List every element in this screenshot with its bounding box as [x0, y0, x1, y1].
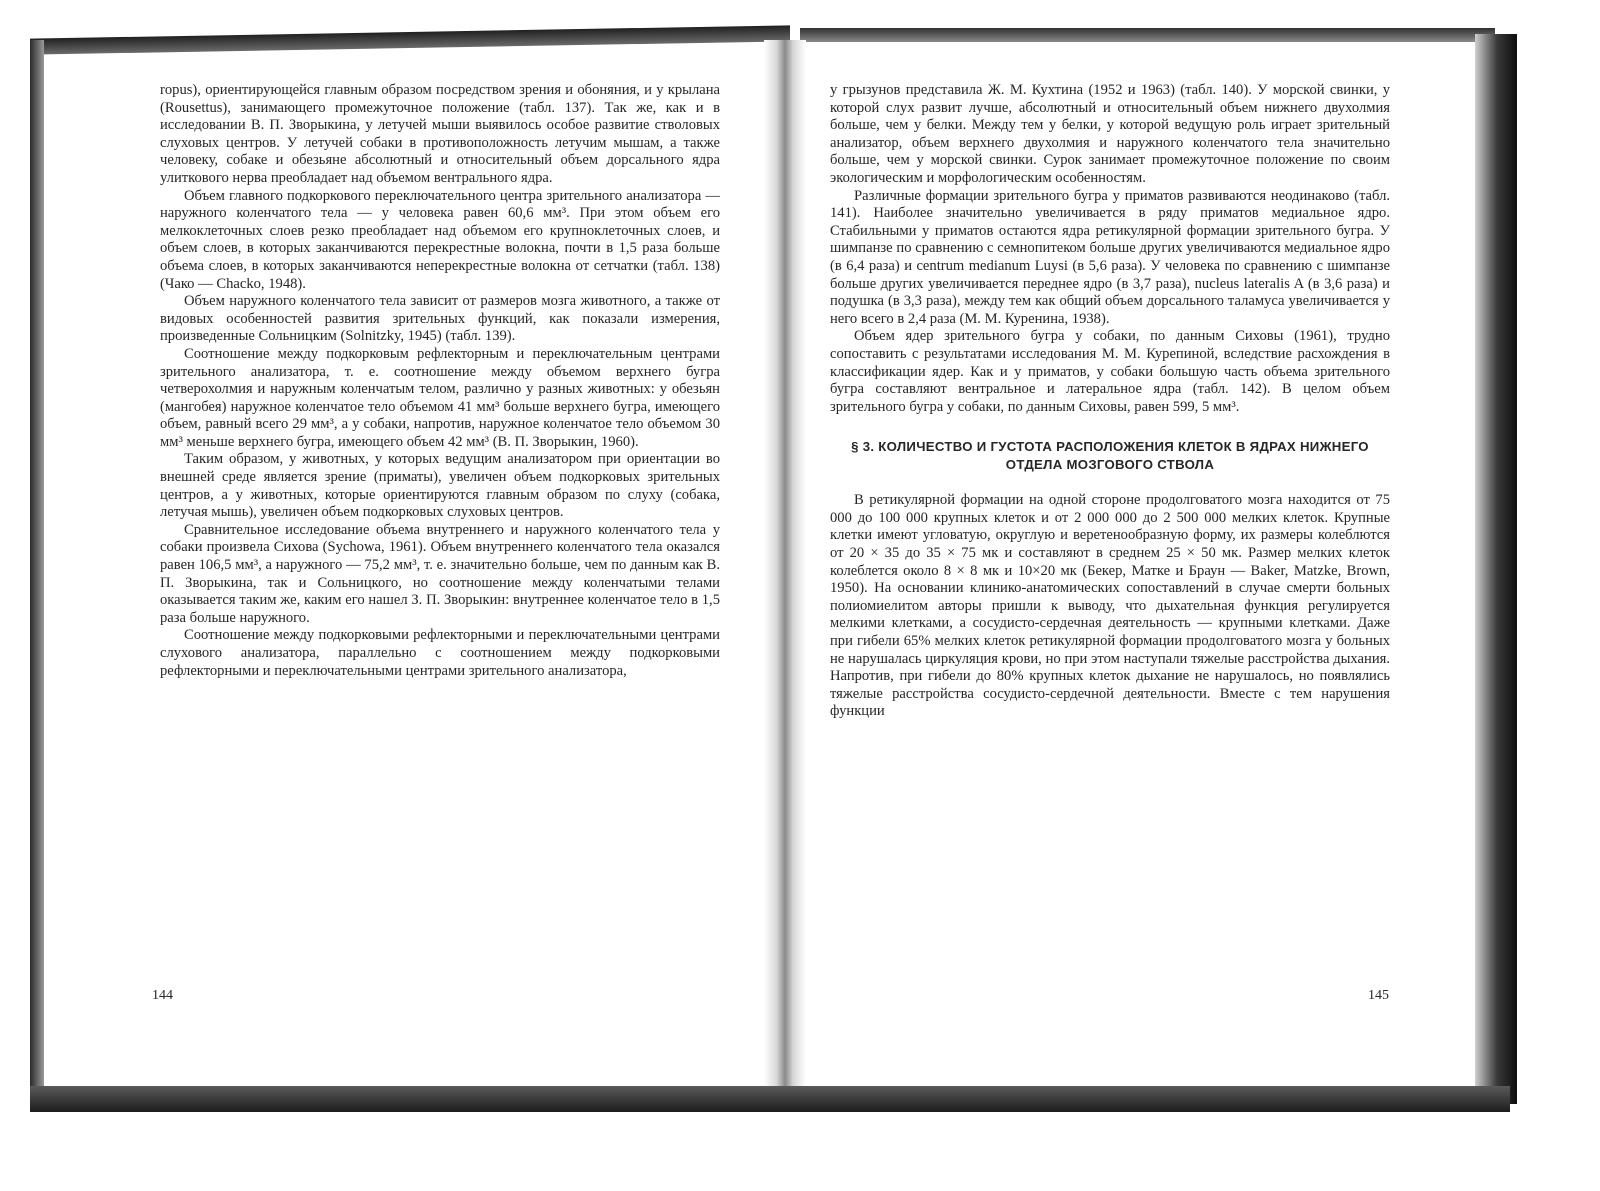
- paragraph: у грызунов представила Ж. М. Кухтина (1952 и 1963) (табл. 140). У морской свинки, у которой слух развит лучше, абсолютный и относительный объем нижнего двухолмия больше, чем у белки. Между тем у белки, у которой ведущую роль играет зрительный анализатор, объем верхнего двухолмия и наружного коленчатого тела значительно больше, чем у морской свинки. Сурок занимает промежуточное положение по своим экологическим и морфологическим особенностям.: [830, 82, 1390, 186]
- book-left-edge: [30, 40, 44, 1100]
- paragraph: Объем наружного коленчатого тела зависит от размеров мозга животного, а также от видовых особенностей развития зрительных функций, как показали измерения, произведенные Сольницким (Solnitzky, 1945) (табл. 139).: [160, 293, 720, 345]
- page-number-left: 144: [152, 988, 173, 1003]
- book-bottom-edge: [30, 1086, 1510, 1112]
- paragraph: Объем главного подкоркового переключательного центра зрительного анализатора — наружного коленчатого тела — у человека равен 60,6 мм³. При этом объем его мелкоклеточных слоев резко преобладает над объемом его крупноклеточных слоев, и объем слоев, в которых заканчиваются перекрестные волокна, почти в 1,5 раза больше объема слоев, в которых заканчиваются неперекрестные волокна от сетчатки (табл. 138) (Чако — Chacko, 1948).: [160, 187, 720, 292]
- right-page: [830, 82, 1390, 721]
- page-top-shadow-left: [30, 25, 790, 54]
- page-number-right: 145: [1368, 988, 1389, 1003]
- paragraph: ropus), ориентирующейся главным образом посредством зрения и обоняния, и у крылана (Rousettus), занимающего промежуточное положение (табл. 137). Так же, как и в исследовании В. П. Зворыкина, у летучей мыши выявилось особое развитие стволовых слуховых центров. У летучей собаки в противоположность летучим мышам, а также человеку, собаке и обезьяне абсолютный и относительный объем дорсального ядра улиткового нерва преобладает над объемом вентрального ядра.: [160, 82, 720, 186]
- paragraph: Различные формации зрительного бугра у приматов развиваются неодинаково (табл. 141). Наиболее значительно увеличивается в ряду приматов медиальное ядро. Стабильными у приматов остаются ядра ретикулярной формации зрительного бугра. У шимпанзе по сравнению с семнопитеком больше других увеличиваются медиальное ядро (в 6,4 раза) и centrum medianum Luysi (в 5,6 раза). У человека по сравнению с шимпанзе больше других увеличивается переднее ядро (в 3,7 раза), nucleus lateralis A (в 3,6 раза) и подушка (в 3,3 раза), между тем как общий объем дорсального таламуса увеличивается у него всего в 2,4 раза (М. М. Куренина, 1938).: [830, 187, 1390, 327]
- book-gutter: [764, 40, 806, 1100]
- paragraph: Соотношение между подкорковым рефлекторным и переключательным центрами зрительного анализатора, т. е. соотношение между объемом верхнего бугра четверохолмия и наружным коленчатым телом, различно у разных животных: у обезьян (мангобея) наружное коленчатое тело объемом 41 мм³ больше верхнего бугра, имеющего объем, равный всего 29 мм³, а у собаки, напротив, наружное коленчатое тело объемом 30 мм³ меньше верхнего бугра, имеющего объем 42 мм³ (В. П. Зворыкин, 1960).: [160, 345, 720, 450]
- paragraph: Объем ядер зрительного бугра у собаки, по данным Сиховы (1961), трудно сопоставить с результатами исследования М. М. Курепиной, вследствие расхождения в классификации ядер. Как и у приматов, у собаки большую часть объема зрительного бугра составляют вентральное и латеральное ядра (табл. 142). В целом объем зрительного бугра у собаки, по данным Сиховы, равен 599, 5 мм³.: [830, 328, 1390, 415]
- book-right-edge: [1475, 34, 1517, 1104]
- page-top-shadow-right: [800, 28, 1495, 42]
- paragraph: Таким образом, у животных, у которых ведущим анализатором при ориентации во внешней среде является зрение (приматы), увеличен объем подкорковых зрительных центров, а у животных, которые ориентируются главным образом по слуху (собака, летучая мышь), увеличен объем подкорковых слуховых центров.: [160, 451, 720, 521]
- paragraph: В ретикулярной формации на одной стороне продолговатого мозга находится от 75 000 до 100 000 крупных клеток и от 2 000 000 до 2 500 000 мелких клеток. Крупные клетки имеют угловатую, округлую и веретенообразную форму, их размеры колеблются от 20 × 35 до 35 × 75 мк и составляют в среднем 25 × 50 мк. Размер мелких клеток колеблется около 8 × 8 мк и 10×20 мк (Бекер, Матке и Браун — Baker, Matzke, Brown, 1950). На основании клинико-анатомических сопоставлений в случае смерти больных полиомиелитом авторы пришли к выводу, что дыхательная функция регулируется мелкими клетками, а сосудисто-сердечная деятельность — крупными клетками. Даже при гибели 65% мелких клеток ретикулярной формации продолговатого мозга у больных не нарушалась циркуляция крови, но при этом наступали тяжелые расстройства дыхания. Напротив, при гибели до 80% крупных клеток дыхание не нарушалось, но появлялись тяжелые расстройства сосудисто-сердечной деятельности. Вместе с тем нарушения функции: [830, 492, 1390, 720]
- left-page: [160, 82, 720, 680]
- paragraph: Сравнительное исследование объема внутреннего и наружного коленчатого тела у собаки произвела Сихова (Sychowa, 1961). Объем внутреннего коленчатого тела оказался равен 106,5 мм³, а наружного — 75,2 мм³, т. е. значительно больше, чем по данным как В. П. Зворыкина, так и Сольницкого, но соотношение между коленчатыми телами оказывается таким же, каким его нашел З. П. Зворыкин: внутреннее коленчатое тело в 1,5 раза больше наружного.: [160, 521, 720, 626]
- section-heading: § 3. КОЛИЧЕСТВО И ГУСТОТА РАСПОЛОЖЕНИЯ КЛЕТОК В ЯДРАХ НИЖНЕГО ОТДЕЛА МОЗГОВОГО СТВОЛА: [851, 439, 1369, 473]
- paragraph: Соотношение между подкорковыми рефлекторными и переключательными центрами слухового анализатора, параллельно с соотношением между подкорковыми рефлекторными и переключательными центрами зрительного анализатора,: [160, 627, 720, 679]
